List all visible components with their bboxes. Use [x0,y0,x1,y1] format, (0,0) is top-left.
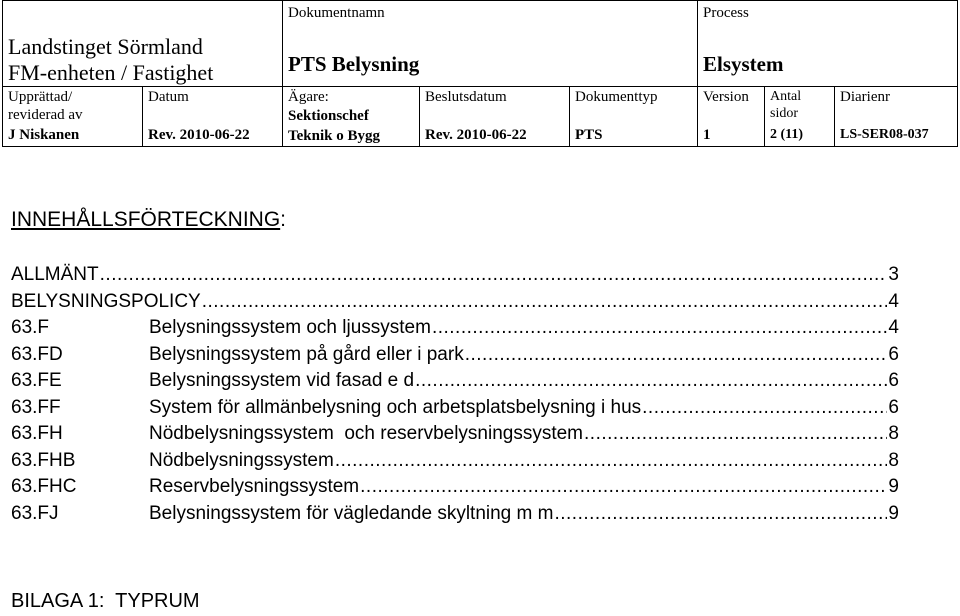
toc-entry[interactable] [11,315,899,342]
toc-title [11,208,286,232]
toc-entry-page: 6 [888,396,899,418]
toc-entry-page: 6 [888,343,899,365]
toc-entry-code: 63.FHC [11,476,77,497]
upprattad-value: J Niskanen [8,127,80,143]
toc-leader-dots [100,262,888,289]
toc-entry-page: 9 [888,476,899,497]
toc-entry-code: BELYSNINGSPOLICY [11,290,201,312]
header-border-bottom [2,146,958,147]
dokumenttyp-value: PTS [575,127,603,143]
header-col-divider [764,86,765,146]
document-header-table [2,0,958,147]
toc-entry[interactable] [11,368,899,395]
header-border-left [2,0,3,146]
toc-list [11,262,899,527]
toc-entry[interactable] [11,289,899,316]
process-label: Process [703,5,749,21]
agare-label: Ägare: [288,89,329,105]
toc-entry-page: 4 [888,317,899,338]
toc-leader-dots [584,421,887,448]
toc-entry-code: 63.F [11,317,50,338]
toc-entry-title: Belysningssystem vid fasad e d [149,370,415,391]
datum-label: Datum [148,89,189,105]
toc-entry-code: ALLMÄNT [11,264,99,285]
toc-entry-code: 63.FHB [11,449,76,471]
diarienr-value: LS-SER08-037 [840,127,929,142]
toc-leader-dots [554,501,887,528]
appendix-heading: BILAGA 1: TYPRUM [11,590,200,612]
agare-value-unit: Teknik o Bygg [288,128,380,144]
process-value: Elsystem [703,52,784,76]
toc-entry-title: Reservbelysningssystem [149,476,360,497]
org-unit: FM-enheten / Fastighet [8,60,214,85]
header-col-divider [282,0,283,146]
toc-entry-title: Belysningssystem på gård eller i park [149,343,464,365]
docname-label: Dokumentnamn [288,5,385,21]
antal-label: Antal [770,89,802,104]
reviderad-label: reviderad av [8,107,83,123]
toc-entry[interactable] [11,501,899,528]
toc-leader-dots [642,395,887,422]
header-col-divider [834,86,835,146]
toc-entry-code: 63.FH [11,423,63,444]
toc-leader-dots [465,342,888,369]
toc-leader-dots [415,368,887,395]
beslutsdatum-label: Beslutsdatum [425,89,507,105]
toc-leader-dots [335,448,888,475]
toc-entry[interactable] [11,474,899,501]
toc-entry-page: 8 [888,449,899,471]
toc-entry-title: Nödbelysningssystem och reservbelysningssystem [149,423,584,444]
toc-entry-page: 3 [888,264,899,285]
toc-title-text: INNEHÅLLSFÖRTECKNING [11,208,281,231]
toc-entry-page: 6 [888,370,899,391]
toc-entry[interactable] [11,421,899,448]
toc-entry-page: 8 [888,423,899,444]
toc-leader-dots [202,289,888,316]
version-label: Version [703,89,749,105]
header-row-divider [2,86,958,87]
toc-entry-code: 63.FE [11,370,62,391]
toc-title-colon: : [280,208,287,231]
header-col-divider [697,0,698,146]
diarienr-label: Diarienr [840,89,890,105]
toc-entry-code: 63.FD [11,343,63,365]
toc-entry[interactable] [11,448,899,475]
header-border-top [2,0,958,1]
toc-entry-code: 63.FJ [11,502,59,524]
dokumenttyp-label: Dokumenttyp [575,89,658,105]
toc-entry-title: Nödbelysningssystem [149,449,334,471]
docname-value: PTS Belysning [288,52,420,76]
toc-entry[interactable] [11,262,899,289]
toc-entry[interactable] [11,342,899,369]
upprattad-label: Upprättad/ [8,89,73,105]
toc-entry[interactable] [11,395,899,422]
header-col-divider [419,86,420,146]
toc-entry-page: 4 [888,290,899,312]
datum-value: Rev. 2010-06-22 [148,127,250,143]
header-border-right [957,0,958,146]
toc-entry-title: Belysningssystem och ljussystem [149,317,431,338]
agare-value-role: Sektionschef [288,108,369,124]
toc-entry-page: 9 [888,502,899,524]
version-value: 1 [703,127,711,143]
antal-value: 2 (11) [770,127,804,142]
header-col-divider [142,86,143,146]
toc-entry-title: Belysningssystem för vägledande skyltning m m [149,502,554,524]
toc-leader-dots [360,474,887,501]
toc-entry-code: 63.FF [11,396,61,418]
header-col-divider [569,86,570,146]
toc-leader-dots [432,315,887,342]
org-name: Landstinget Sörmland [8,34,203,59]
beslutsdatum-value: Rev. 2010-06-22 [425,127,527,143]
toc-entry-title: System för allmänbelysning och arbetsplatsbelysning i hus [149,396,642,418]
sidor-label: sidor [770,106,798,121]
